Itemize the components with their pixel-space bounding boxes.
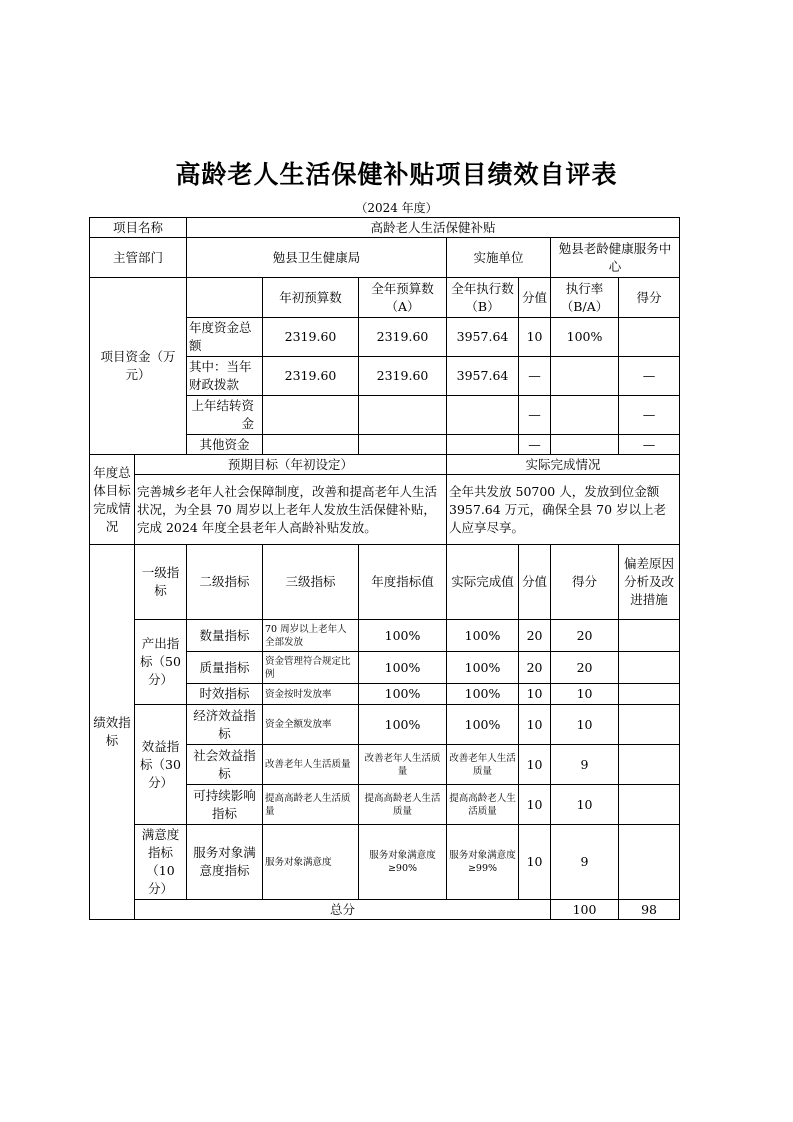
ind-target: 服务对象满意度≥90% <box>359 825 447 900</box>
ind-level3: 资金管理符合规定比例 <box>263 652 359 684</box>
ind-level2: 质量指标 <box>187 652 263 684</box>
ind-deviation <box>619 745 680 785</box>
ind-level1: 效益指标（30分） <box>135 705 187 825</box>
total-label: 总分 <box>135 900 551 920</box>
funds-score-value: — <box>519 396 551 435</box>
funds-score <box>619 318 680 357</box>
goals-label: 年度总体目标完成情况 <box>90 455 135 545</box>
ind-level3: 70 周岁以上老年人全部发放 <box>263 620 359 652</box>
evaluation-table <box>89 217 680 920</box>
ind-actual: 服务对象满意度≥99% <box>447 825 519 900</box>
funds-header-score: 得分 <box>619 278 680 318</box>
funds-score-value: 10 <box>519 318 551 357</box>
funds-label: 项目资金（万元） <box>90 278 187 455</box>
ind-score: 10 <box>551 705 619 745</box>
ind-score: 20 <box>551 652 619 684</box>
ind-level2: 可持续影响指标 <box>187 785 263 825</box>
ind-deviation <box>619 705 680 745</box>
funds-score: — <box>619 357 680 396</box>
funds-row-label: 其中：当年财政拨款 <box>187 357 263 396</box>
ind-target: 100% <box>359 684 447 705</box>
ind-level1: 产出指标（50分） <box>135 620 187 705</box>
funds-row-label: 其他资金 <box>187 435 263 455</box>
funds-row-label: 年度资金总额 <box>187 318 263 357</box>
ind-level2: 服务对象满意度指标 <box>187 825 263 900</box>
ind-level3: 资金按时发放率 <box>263 684 359 705</box>
ind-score: 10 <box>551 684 619 705</box>
ind-header-deviation: 偏差原因分析及改进措施 <box>619 545 680 620</box>
ind-header-level2: 二级指标 <box>187 545 263 620</box>
ind-header-score: 得分 <box>551 545 619 620</box>
funds-initial <box>263 435 359 455</box>
funds-annual: 2319.60 <box>359 318 447 357</box>
funds-executed: 3957.64 <box>447 318 519 357</box>
ind-deviation <box>619 652 680 684</box>
funds-row-label: 上年结转资金 <box>187 396 263 435</box>
ind-header-score-value: 分值 <box>519 545 551 620</box>
ind-level3: 资金全额发放率 <box>263 705 359 745</box>
funds-initial: 2319.60 <box>263 357 359 396</box>
ind-level3: 服务对象满意度 <box>263 825 359 900</box>
ind-header-level1: 一级指标 <box>135 545 187 620</box>
ind-level2: 经济效益指标 <box>187 705 263 745</box>
funds-initial: 2319.60 <box>263 318 359 357</box>
funds-annual <box>359 396 447 435</box>
ind-header-actual: 实际完成值 <box>447 545 519 620</box>
indicators-label: 绩效指标 <box>90 545 135 920</box>
ind-score-value: 20 <box>519 620 551 652</box>
ind-level2: 社会效益指标 <box>187 745 263 785</box>
impl-label: 实施单位 <box>447 238 551 278</box>
ind-score-value: 10 <box>519 684 551 705</box>
funds-header-annual: 全年预算数（A） <box>359 278 447 318</box>
ind-target: 100% <box>359 705 447 745</box>
ind-score-value: 10 <box>519 745 551 785</box>
ind-deviation <box>619 785 680 825</box>
ind-level2: 数量指标 <box>187 620 263 652</box>
indicator-row <box>90 825 680 900</box>
ind-score: 20 <box>551 620 619 652</box>
funds-annual: 2319.60 <box>359 357 447 396</box>
funds-score: — <box>619 435 680 455</box>
ind-score-value: 10 <box>519 705 551 745</box>
ind-actual: 100% <box>447 705 519 745</box>
indicator-row <box>90 705 680 745</box>
ind-score: 9 <box>551 745 619 785</box>
ind-actual: 100% <box>447 684 519 705</box>
funds-header-initial: 年初预算数 <box>263 278 359 318</box>
funds-executed: 3957.64 <box>447 357 519 396</box>
funds-rate: 100% <box>551 318 619 357</box>
dept-label: 主管部门 <box>90 238 187 278</box>
goals-expected-header: 预期目标（年初设定） <box>135 455 447 475</box>
funds-executed <box>447 435 519 455</box>
funds-executed <box>447 396 519 435</box>
funds-rate <box>551 435 619 455</box>
goals-expected: 完善城乡老年人社会保障制度，改善和提高老年人生活状况，为全县 70 周岁以上老年人发放生活保健补贴，完成 2024 年度全县老年人高龄补贴发放。 <box>135 475 447 545</box>
project-name: 高龄老人生活保健补贴 <box>187 218 680 238</box>
funds-score-value: — <box>519 357 551 396</box>
ind-deviation <box>619 684 680 705</box>
total-score: 98 <box>619 900 680 920</box>
ind-actual: 提高高龄老人生活质量 <box>447 785 519 825</box>
goals-actual-header: 实际完成情况 <box>447 455 680 475</box>
ind-level3: 改善老年人生活质量 <box>263 745 359 785</box>
ind-score: 10 <box>551 785 619 825</box>
funds-score: — <box>619 396 680 435</box>
ind-score-value: 20 <box>519 652 551 684</box>
ind-score: 9 <box>551 825 619 900</box>
year-label: （2024 年度） <box>355 201 438 215</box>
goals-actual: 全年共发放 50700 人，发放到位金额 3957.64 万元，确保全县 70 岁以上老人应享尽享。 <box>447 475 680 545</box>
ind-actual: 100% <box>447 620 519 652</box>
ind-actual: 改善老年人生活质量 <box>447 745 519 785</box>
indicator-row <box>90 620 680 652</box>
funds-header-blank <box>187 278 263 318</box>
funds-header-rate: 执行率（B/A） <box>551 278 619 318</box>
ind-level3: 提高高龄老人生活质量 <box>263 785 359 825</box>
funds-rate <box>551 357 619 396</box>
funds-rate <box>551 396 619 435</box>
ind-header-target: 年度指标值 <box>359 545 447 620</box>
page-title: 高龄老人生活保健补贴项目绩效自评表 <box>175 160 618 189</box>
dept-value: 勉县卫生健康局 <box>187 238 447 278</box>
ind-target: 提高高龄老人生活质量 <box>359 785 447 825</box>
funds-score-value: — <box>519 435 551 455</box>
total-score-value: 100 <box>551 900 619 920</box>
ind-actual: 100% <box>447 652 519 684</box>
impl-value: 勉县老龄健康服务中心 <box>551 238 680 278</box>
ind-score-value: 10 <box>519 785 551 825</box>
ind-deviation <box>619 825 680 900</box>
ind-level1: 满意度指标（10分） <box>135 825 187 900</box>
ind-target: 改善老年人生活质量 <box>359 745 447 785</box>
project-name-label: 项目名称 <box>90 218 187 238</box>
funds-header-score-value: 分值 <box>519 278 551 318</box>
ind-target: 100% <box>359 652 447 684</box>
ind-score-value: 10 <box>519 825 551 900</box>
funds-initial <box>263 396 359 435</box>
funds-header-executed: 全年执行数（B） <box>447 278 519 318</box>
ind-target: 100% <box>359 620 447 652</box>
ind-level2: 时效指标 <box>187 684 263 705</box>
funds-annual <box>359 435 447 455</box>
ind-header-level3: 三级指标 <box>263 545 359 620</box>
ind-deviation <box>619 620 680 652</box>
